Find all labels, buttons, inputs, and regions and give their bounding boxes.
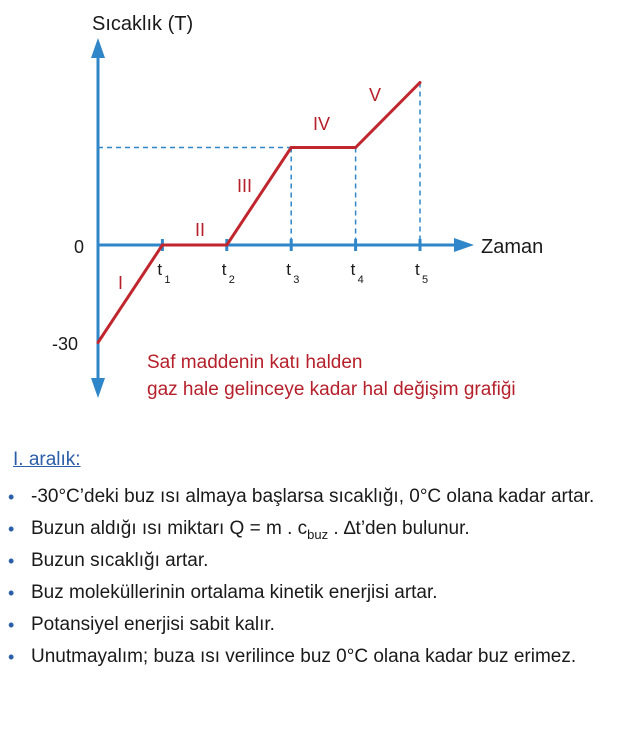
notes-heading: I. aralık: <box>13 449 81 470</box>
x-tick-label-5: t <box>415 260 420 279</box>
y-axis-label: Sıcaklık (T) <box>92 13 194 35</box>
note-item <box>0 577 643 609</box>
x-tick-label-3: t <box>286 260 291 279</box>
note-item <box>0 609 643 641</box>
data-point-0 <box>97 341 100 344</box>
series-line <box>98 83 420 343</box>
note-item <box>0 481 643 513</box>
note-text: Unutmayalım; buza ısı verilince buz 0°C olana kadar buz erimez. <box>31 646 577 667</box>
y-tick-label-minus-30: -30 <box>52 334 79 354</box>
x-axis-arrow <box>454 238 474 252</box>
note-text-post: . ∆t’den bulunur. <box>328 518 470 539</box>
x-tick-sub-3: 3 <box>293 274 300 286</box>
y-axis-arrow-down <box>91 378 105 398</box>
data-point-5 <box>419 81 422 84</box>
data-point-2 <box>225 244 228 247</box>
axes <box>91 38 474 398</box>
segment-label-3: III <box>237 176 253 196</box>
x-tick-label-2: t <box>221 260 227 279</box>
guide-lines <box>98 83 420 246</box>
data-point-4 <box>354 146 357 149</box>
note-item <box>0 513 643 545</box>
note-item <box>0 545 643 577</box>
segment-label-4: IV <box>313 114 331 134</box>
note-text: -30°C’deki buz ısı almaya başlarsa sıcaklığı, 0°C olana kadar artar. <box>31 486 595 507</box>
note-item <box>0 641 643 673</box>
x-tick-label-4: t <box>350 260 356 279</box>
data-points <box>97 81 422 344</box>
caption-line-1: Saf maddenin katı halden <box>147 352 363 373</box>
note-text-pre: Buzun aldığı ısı miktarı Q = m . c <box>31 518 308 539</box>
note-subscript: buz <box>307 526 329 542</box>
x-tick-sub-4: 4 <box>357 274 364 286</box>
x-axis-label: Zaman <box>481 236 544 258</box>
x-tick-sub-1: 1 <box>164 274 171 286</box>
y-axis-arrow-up <box>91 38 105 58</box>
x-tick-sub-2: 2 <box>228 274 235 286</box>
caption-line-2: gaz hale gelinceye kadar hal değişim grafiği <box>147 379 516 400</box>
data-point-1 <box>161 244 164 247</box>
note-text: Potansiyel enerjisi sabit kalır. <box>31 614 275 635</box>
segment-label-5: V <box>369 85 382 105</box>
segment-label-2: II <box>195 220 206 240</box>
x-tick-sub-5: 5 <box>422 274 429 286</box>
x-tick-label-1: t <box>157 260 163 279</box>
note-text: Buz moleküllerinin ortalama kinetik enerjisi artar. <box>31 582 438 603</box>
note-text: Buzun sıcaklığı artar. <box>31 550 209 571</box>
segment-label-1: I <box>118 273 124 293</box>
notes-list <box>0 481 643 673</box>
data-point-3 <box>290 146 293 149</box>
y-tick-label-0: 0 <box>74 237 85 257</box>
